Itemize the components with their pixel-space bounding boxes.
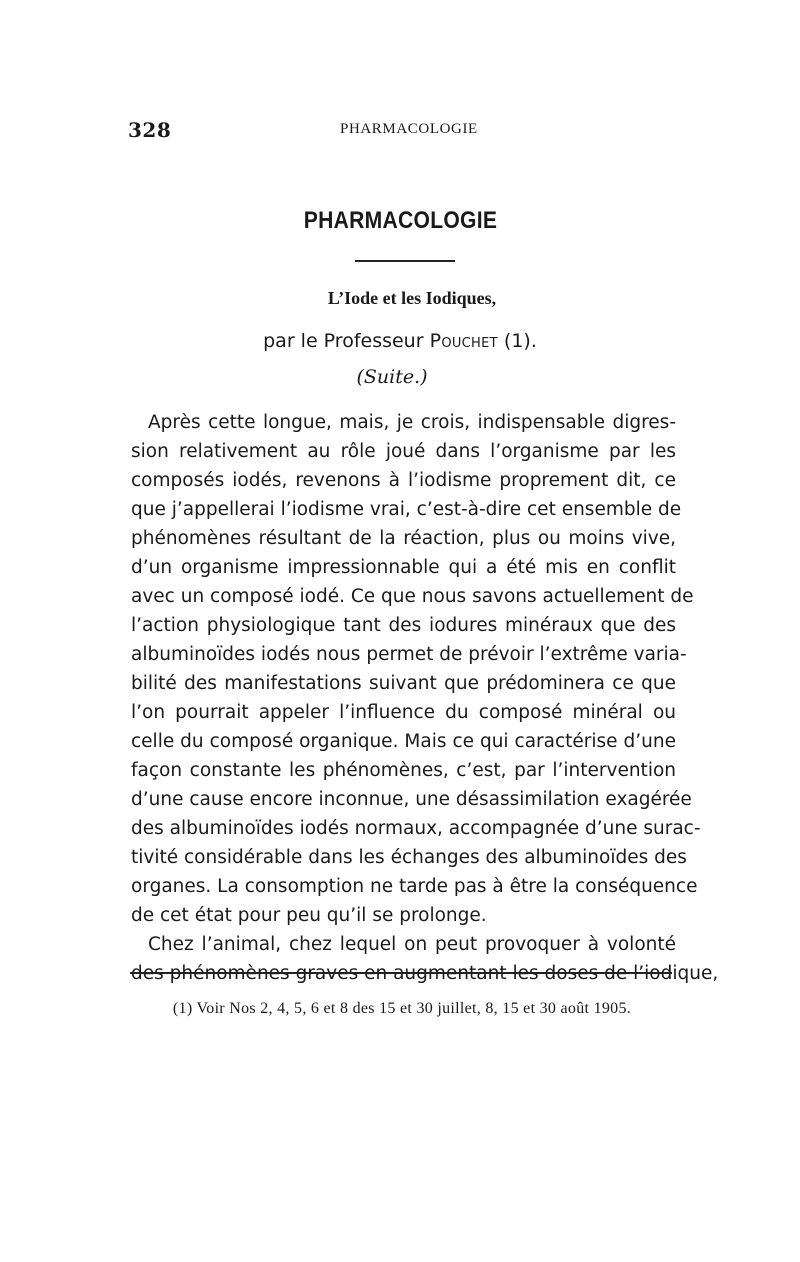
text-line: des albuminoïdes iodés normaux, accompagnée d’une surac- [131,818,701,839]
text-line: Après cette longue, mais, je crois, indispensable digres- [148,412,676,433]
text-line: avec un composé iodé. Ce que nous savons actuellement de [131,586,694,607]
page-number: 328 [128,118,172,142]
section-title: PHARMACOLOGIE [303,207,498,234]
text-line: l’action physiologique tant des iodures minéraux que des [131,615,676,636]
text-line: celle du composé organique. Mais ce qui caractérise d’une [131,731,676,752]
text-line: d’un organisme impressionnable qui a été mis en conflit [131,557,676,578]
text-line: bilité des manifestations suivant que prédominera ce que [131,673,676,694]
text-line: d’une cause encore inconnue, une désassimilation exagérée [131,789,692,810]
text-line: de cet état pour peu qu’il se prolonge. [131,905,487,926]
text-line: organes. La consomption ne tarde pas à être la conséquence [131,876,698,897]
text-line: des phénomènes graves en augmentant les doses de l’iodique, [131,963,719,984]
byline-prefix: par le Professeur [263,330,430,352]
title-rule [355,260,455,262]
text-line: albuminoïdes iodés nous permet de prévoir l’extrême varia- [131,644,687,665]
footnote: (1) Voir Nos 2, 4, 5, 6 et 8 des 15 et 30 juillet, 8, 15 et 30 août 1905. [172,1000,632,1017]
body-text [131,408,719,988]
text-line: façon constante les phénomènes, c’est, par l’intervention [131,760,676,781]
byline [0,330,800,352]
text-line: composés iodés, revenons à l’iodisme proprement dit, ce [131,470,676,491]
footnote-marker: (1). [497,330,537,352]
text-line: sion relativement au rôle joué dans l’organisme par les [131,441,676,462]
running-title: PHARMACOLOGIE [340,121,478,137]
text-line: l’on pourrait appeler l’influence du composé minéral ou [131,702,676,723]
text-line: tivité considérable dans les échanges des albuminoïdes des [131,847,687,868]
text-line: que j’appellerai l’iodisme vrai, c’est-à-dire cet ensemble de [131,499,682,520]
running-head [128,118,676,142]
footnote-rule [130,972,672,974]
continuation-note: (Suite.) [356,366,428,388]
text-line: phénomènes résultant de la réaction, plus ou moins vive, [131,528,676,549]
author-name: Pouchet [429,330,498,352]
text-line: Chez l’animal, chez lequel on peut provoquer à volonté [148,934,676,955]
article-title: L’Iode et les Iodiques, [327,288,497,308]
